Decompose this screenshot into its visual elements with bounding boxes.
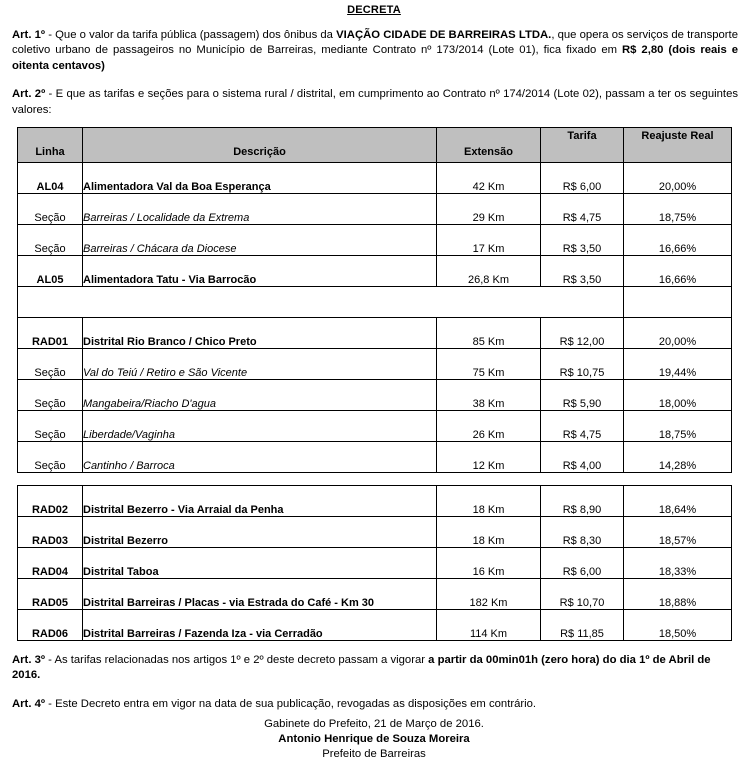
article-4-paragraph bbox=[8, 697, 740, 712]
table-row bbox=[18, 517, 732, 548]
table-row bbox=[18, 486, 732, 517]
article-3-text: As tarifas relacionadas nos artigos 1º e 2º deste decreto passam a vigorar bbox=[54, 654, 429, 667]
cell-extensao: 18 Km bbox=[437, 517, 541, 548]
fares-table-header bbox=[18, 128, 732, 163]
article-4-text: Este Decreto entra em vigor na data de sua publicação, revogadas as disposições em contrário. bbox=[55, 697, 537, 710]
cell-linha: RAD04 bbox=[18, 548, 83, 579]
cell-extensao: 85 Km bbox=[437, 318, 541, 349]
cell-tarifa: R$ 6,00 bbox=[541, 163, 624, 194]
table-spacer-cell bbox=[18, 287, 624, 318]
cell-reajuste: 18,50% bbox=[624, 610, 732, 641]
cell-linha: AL04 bbox=[18, 163, 83, 194]
table-spacer-cell bbox=[624, 287, 732, 318]
table-row bbox=[18, 194, 732, 225]
cell-descricao: Barreiras / Localidade da Extrema bbox=[83, 194, 437, 225]
cell-tarifa: R$ 8,90 bbox=[541, 486, 624, 517]
column-header-reajuste: Reajuste Real bbox=[624, 128, 732, 163]
table-block-gap bbox=[8, 473, 740, 485]
cell-extensao: 38 Km bbox=[437, 380, 541, 411]
cell-linha: RAD01 bbox=[18, 318, 83, 349]
cell-descricao: Liberdade/Vaginha bbox=[83, 411, 437, 442]
article-3-effective-date: a partir da 00min01h (zero hora) do dia 1º de Abril de 2016. bbox=[12, 654, 711, 682]
document-page bbox=[0, 3, 748, 761]
table-row bbox=[18, 380, 732, 411]
table-row bbox=[18, 610, 732, 641]
table-row bbox=[18, 256, 732, 287]
article-4-label: Art. 4º bbox=[12, 697, 46, 710]
page-title-text: DECRETA bbox=[347, 4, 401, 16]
article-1-company: VIAÇÃO CIDADE DE BARREIRAS LTDA. bbox=[336, 29, 552, 41]
cell-linha: Seção bbox=[18, 380, 83, 411]
cell-extensao: 16 Km bbox=[437, 548, 541, 579]
signature-place-date: Gabinete do Prefeito, 21 de Março de 2016. bbox=[264, 718, 484, 731]
cell-extensao: 17 Km bbox=[437, 225, 541, 256]
cell-tarifa: R$ 8,30 bbox=[541, 517, 624, 548]
cell-tarifa: R$ 10,75 bbox=[541, 349, 624, 380]
cell-descricao: Distrital Rio Branco / Chico Preto bbox=[83, 318, 437, 349]
article-3-paragraph bbox=[8, 653, 740, 684]
article-2-label: Art. 2º bbox=[12, 88, 46, 101]
cell-descricao: Alimentadora Val da Boa Esperança bbox=[83, 163, 437, 194]
article-1-paragraph bbox=[8, 28, 740, 74]
cell-descricao: Cantinho / Barroca bbox=[83, 442, 437, 473]
cell-linha: Seção bbox=[18, 442, 83, 473]
cell-reajuste: 18,88% bbox=[624, 579, 732, 610]
cell-extensao: 26 Km bbox=[437, 411, 541, 442]
table-row bbox=[18, 225, 732, 256]
column-header-linha: Linha bbox=[18, 128, 83, 163]
cell-tarifa: R$ 11,85 bbox=[541, 610, 624, 641]
cell-extensao: 182 Km bbox=[437, 579, 541, 610]
article-3-label: Art. 3º bbox=[12, 654, 46, 667]
cell-linha: AL05 bbox=[18, 256, 83, 287]
cell-tarifa: R$ 12,00 bbox=[541, 318, 624, 349]
article-3-dash: - bbox=[45, 654, 55, 667]
cell-linha: Seção bbox=[18, 194, 83, 225]
table-row bbox=[18, 318, 732, 349]
cell-descricao: Distrital Bezerro bbox=[83, 517, 437, 548]
page-title bbox=[8, 3, 740, 17]
fares-table-block-1 bbox=[17, 127, 732, 473]
column-header-descricao: Descrição bbox=[83, 128, 437, 163]
cell-reajuste: 18,75% bbox=[624, 411, 732, 442]
cell-descricao: Distrital Barreiras / Fazenda Iza - via Cerradão bbox=[83, 610, 437, 641]
signature-title: Prefeito de Barreiras bbox=[322, 748, 426, 761]
cell-reajuste: 18,75% bbox=[624, 194, 732, 225]
table-row bbox=[18, 349, 732, 380]
article-2-dash: - bbox=[45, 88, 56, 101]
fares-table-body-2 bbox=[18, 486, 732, 641]
cell-tarifa: R$ 10,70 bbox=[541, 579, 624, 610]
cell-tarifa: R$ 4,00 bbox=[541, 442, 624, 473]
cell-reajuste: 18,57% bbox=[624, 517, 732, 548]
cell-linha: RAD03 bbox=[18, 517, 83, 548]
cell-extensao: 18 Km bbox=[437, 486, 541, 517]
cell-extensao: 12 Km bbox=[437, 442, 541, 473]
table-spacer-row bbox=[18, 287, 732, 318]
table-row bbox=[18, 579, 732, 610]
cell-reajuste: 18,64% bbox=[624, 486, 732, 517]
cell-tarifa: R$ 3,50 bbox=[541, 256, 624, 287]
cell-extensao: 114 Km bbox=[437, 610, 541, 641]
table-row bbox=[18, 548, 732, 579]
table-header-row bbox=[18, 128, 732, 163]
column-header-tarifa: Tarifa bbox=[541, 128, 624, 163]
article-1-text-2: , que opera os serviços de transporte coletivo urbano de passageiros no Município de Barreiras, mediante Contrato nº 173/2014 (Lote 01), fica fixado em bbox=[12, 29, 738, 57]
cell-reajuste: 16,66% bbox=[624, 225, 732, 256]
cell-linha: RAD02 bbox=[18, 486, 83, 517]
cell-reajuste: 20,00% bbox=[624, 318, 732, 349]
cell-descricao: Barreiras / Chácara da Diocese bbox=[83, 225, 437, 256]
article-1-text-1: Que o valor da tarifa pública (passagem) dos ônibus da bbox=[55, 29, 337, 41]
cell-descricao: Alimentadora Tatu - Via Barrocão bbox=[83, 256, 437, 287]
cell-extensao: 42 Km bbox=[437, 163, 541, 194]
cell-linha: Seção bbox=[18, 411, 83, 442]
cell-linha: RAD06 bbox=[18, 610, 83, 641]
signature-name: Antonio Henrique de Souza Moreira bbox=[278, 733, 470, 746]
cell-descricao: Mangabeira/Riacho D'agua bbox=[83, 380, 437, 411]
cell-descricao: Distrital Bezerro - Via Arraial da Penha bbox=[83, 486, 437, 517]
cell-linha: Seção bbox=[18, 225, 83, 256]
cell-reajuste: 19,44% bbox=[624, 349, 732, 380]
article-1-dash: - bbox=[45, 29, 56, 41]
article-1-fare-value: R$ 2,80 (dois reais e oitenta centavos) bbox=[12, 44, 738, 72]
article-1-label: Art. 1º bbox=[12, 29, 46, 41]
article-4-dash: - bbox=[45, 697, 56, 710]
table-row bbox=[18, 411, 732, 442]
cell-reajuste: 14,28% bbox=[624, 442, 732, 473]
cell-extensao: 75 Km bbox=[437, 349, 541, 380]
fares-table-block-2 bbox=[17, 485, 732, 641]
cell-extensao: 29 Km bbox=[437, 194, 541, 225]
fares-table-body-1 bbox=[18, 163, 732, 473]
column-header-extensao: Extensão bbox=[437, 128, 541, 163]
cell-tarifa: R$ 4,75 bbox=[541, 411, 624, 442]
cell-tarifa: R$ 5,90 bbox=[541, 380, 624, 411]
article-2-text: E que as tarifas e seções para o sistema rural / distrital, em cumprimento ao Contrato nº 174/2014 (Lote 02), passam a ter os seguintes valores: bbox=[12, 88, 739, 116]
cell-reajuste: 18,33% bbox=[624, 548, 732, 579]
cell-tarifa: R$ 4,75 bbox=[541, 194, 624, 225]
table-row bbox=[18, 163, 732, 194]
cell-tarifa: R$ 3,50 bbox=[541, 225, 624, 256]
table-row bbox=[18, 442, 732, 473]
article-2-paragraph bbox=[8, 87, 740, 118]
cell-reajuste: 18,00% bbox=[624, 380, 732, 411]
cell-descricao: Distrital Barreiras / Placas - via Estrada do Café - Km 30 bbox=[83, 579, 437, 610]
cell-extensao: 26,8 Km bbox=[437, 256, 541, 287]
cell-linha: Seção bbox=[18, 349, 83, 380]
cell-reajuste: 20,00% bbox=[624, 163, 732, 194]
cell-descricao: Distrital Taboa bbox=[83, 548, 437, 579]
cell-tarifa: R$ 6,00 bbox=[541, 548, 624, 579]
cell-linha: RAD05 bbox=[18, 579, 83, 610]
cell-descricao: Val do Teiú / Retiro e São Vicente bbox=[83, 349, 437, 380]
cell-reajuste: 16,66% bbox=[624, 256, 732, 287]
